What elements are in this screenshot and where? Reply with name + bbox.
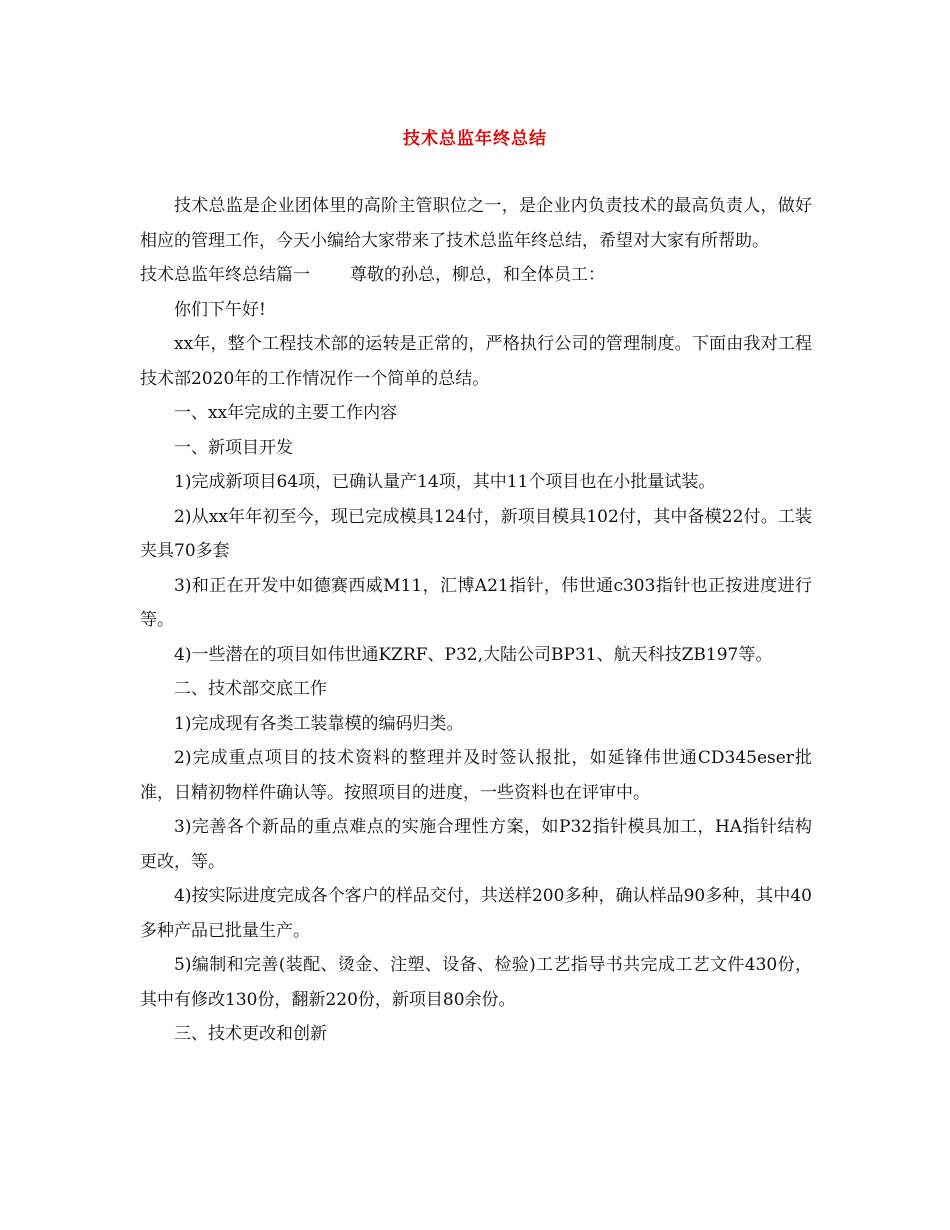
sub3-heading: 三、技术更改和创新 [174, 1024, 327, 1044]
section-heading: 技术总监年终总结篇一 [140, 265, 310, 285]
part1-heading: 一、xx年完成的主要工作内容 [174, 403, 398, 423]
list-item: 4)按实际进度完成各个客户的样品交付，共送样200多种，确认样品90多种，其中40多种产品已批量生产。 [140, 886, 812, 941]
list-item: 5)编制和完善(装配、烫金、注塑、设备、检验)工艺指导书共完成工艺文件430份，其中有修改130份，翻新220份，新项目80余份。 [140, 955, 812, 1010]
document-body [140, 189, 812, 1052]
overview-paragraph: xx年，整个工程技术部的运转是正常的，严格执行公司的管理制度。下面由我对工程技术部2020年的工作情况作一个简单的总结。 [140, 334, 812, 389]
greeting: 你们下午好! [174, 299, 266, 320]
salutation: 尊敬的孙总，柳总，和全体员工： [350, 265, 605, 285]
list-item: 3)完善各个新品的重点难点的实施合理性方案，如P32指针模具加工，HA指针结构更改，等。 [140, 817, 812, 872]
sub1-heading: 一、新项目开发 [174, 437, 293, 458]
intro-paragraph: 技术总监是企业团体里的高阶主管职位之一，是企业内负责技术的最高负责人，做好相应的管理工作，今天小编给大家带来了技术总监年终总结，希望对大家有所帮助。 [140, 196, 812, 251]
section-heading-line [140, 258, 812, 293]
list-item: 1)完成现有各类工装靠模的编码归类。 [174, 713, 464, 734]
list-item: 4)一些潜在的项目如伟世通KZRF、P32,大陆公司BP31、航天科技ZB197等。 [174, 644, 773, 665]
document-title: 技术总监年终总结 [403, 129, 547, 149]
list-item: 2)完成重点项目的技术资料的整理并及时签认报批，如延锋伟世通CD345eser批准，日精初物样件确认等。按照项目的进度，一些资料也在评审中。 [140, 748, 812, 803]
list-item: 1)完成新项目64项，已确认量产14项，其中11个项目也在小批量试装。 [174, 472, 716, 492]
sub2-heading: 二、技术部交底工作 [174, 679, 327, 699]
list-item: 3)和正在开发中如德赛西威M11，汇博A21指针，伟世通c303指针也正按进度进行等。 [140, 575, 812, 630]
list-item: 2)从xx年年初至今，现已完成模具124付，新项目模具102付，其中备模22付。工装夹具70多套 [140, 506, 812, 561]
